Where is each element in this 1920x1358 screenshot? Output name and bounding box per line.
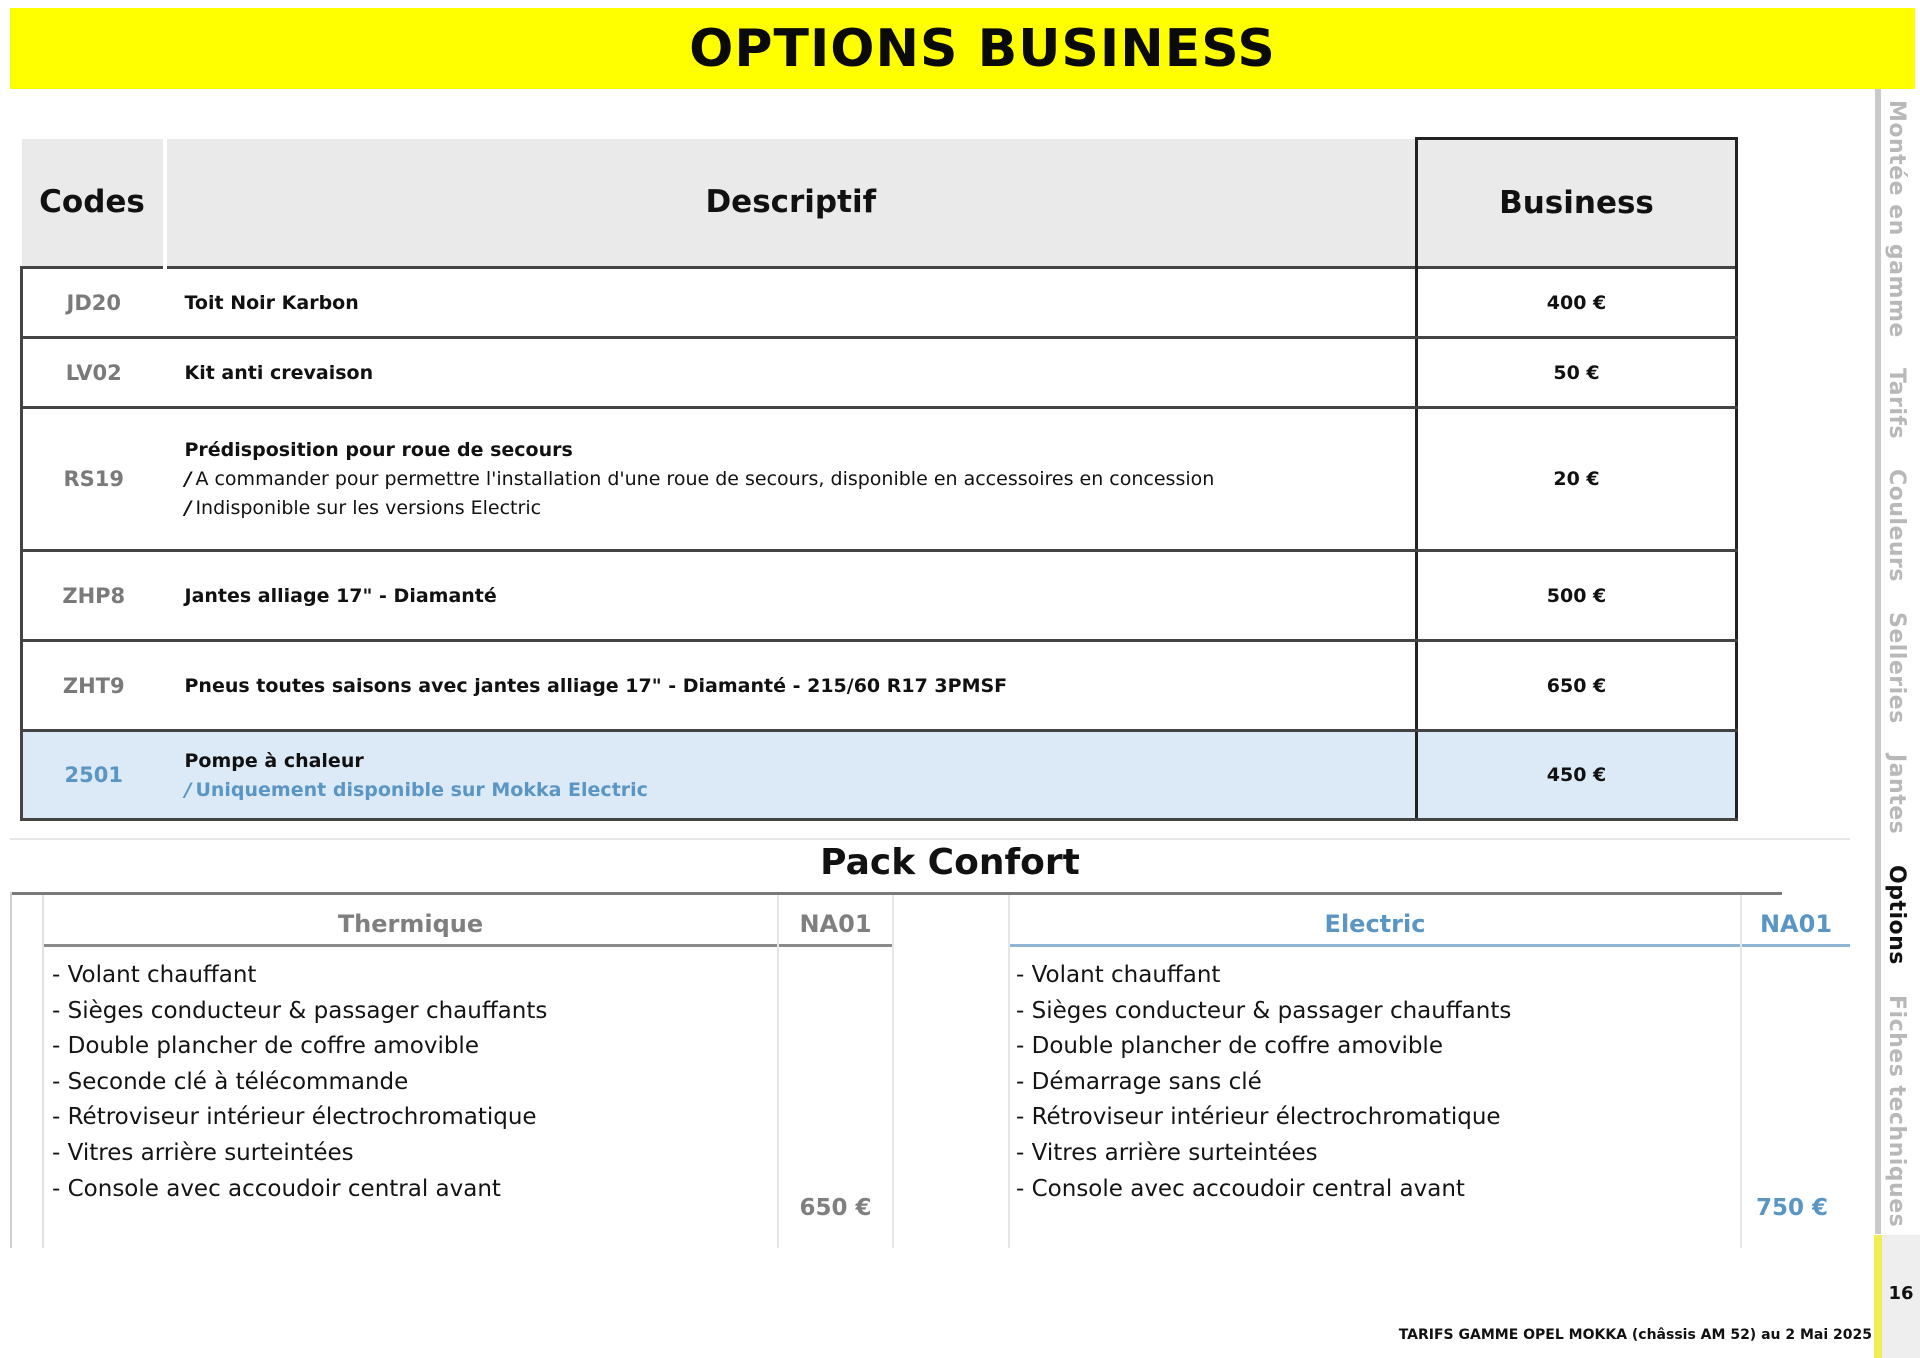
option-note: / Uniquement disponible sur Mokka Electric <box>184 778 648 801</box>
option-description <box>165 731 1417 820</box>
divider <box>10 838 1850 840</box>
list-item: - Sièges conducteur & passager chauffants <box>1016 997 1512 1024</box>
divider <box>1008 895 1010 1248</box>
side-nav-item-jantes[interactable]: Jantes <box>1884 754 1909 835</box>
column-header-codes: Codes <box>22 139 165 268</box>
option-price: 500 € <box>1417 551 1737 641</box>
option-code: RS19 <box>22 408 165 551</box>
footer-text: TARIFS GAMME OPEL MOKKA (châssis AM 52) au 2 Mai 2025 <box>1398 1327 1872 1343</box>
list-item: - Rétroviseur intérieur électrochromatique <box>52 1104 537 1131</box>
list-item: - Vitres arrière surteintées <box>1016 1139 1318 1166</box>
side-nav-item-selleries[interactable]: Selleries <box>1884 612 1909 725</box>
list-item: - Vitres arrière surteintées <box>52 1139 354 1166</box>
option-code: 2501 <box>22 731 165 820</box>
option-price: 400 € <box>1417 268 1737 338</box>
table-row <box>22 551 1737 641</box>
thermique-code: NA01 <box>799 910 872 938</box>
page-title: OPTIONS BUSINESS <box>689 18 1276 79</box>
divider <box>1010 944 1850 947</box>
divider <box>892 895 894 1248</box>
note-marker: / <box>184 468 192 490</box>
list-item: - Sièges conducteur & passager chauffants <box>52 997 548 1024</box>
list-item: - Volant chauffant <box>1016 962 1221 988</box>
side-nav-item-tarifs[interactable]: Tarifs <box>1884 367 1909 440</box>
option-title: Kit anti crevaison <box>184 361 374 384</box>
electric-header: Electric <box>1324 910 1426 938</box>
divider <box>42 895 44 1248</box>
side-nav-item-montee-en-gamme[interactable]: Montée en gamme <box>1884 100 1909 338</box>
list-item: - Rétroviseur intérieur électrochromatique <box>1016 1104 1501 1131</box>
page-number: 16 <box>1882 1235 1920 1358</box>
list-item: - Double plancher de coffre amovible <box>52 1033 479 1060</box>
list-item: - Console avec accoudoir central avant <box>1016 1175 1465 1202</box>
option-note: / Indisponible sur les versions Electric <box>184 497 542 519</box>
pack-title: Pack Confort <box>820 842 1080 883</box>
side-nav <box>1884 100 1918 1235</box>
divider <box>10 892 12 1248</box>
thermique-features-list <box>52 958 547 1207</box>
title-banner <box>10 8 1915 89</box>
option-description <box>165 338 1417 408</box>
option-title: Jantes alliage 17" - Diamanté <box>184 584 497 607</box>
option-description <box>165 641 1417 731</box>
table-row <box>22 641 1737 731</box>
option-price: 450 € <box>1417 731 1737 820</box>
electric-price: 750 € <box>1755 1195 1829 1221</box>
option-title: Toit Noir Karbon <box>184 291 359 314</box>
option-code: LV02 <box>22 338 165 408</box>
option-description <box>165 408 1417 551</box>
table-row <box>22 408 1737 551</box>
option-code: JD20 <box>22 268 165 338</box>
list-item: - Double plancher de coffre amovible <box>1016 1033 1443 1060</box>
table-row <box>22 268 1737 338</box>
electric-code: NA01 <box>1759 910 1833 938</box>
list-item: - Seconde clé à télécommande <box>52 1068 409 1095</box>
divider <box>10 892 1782 895</box>
divider <box>44 944 892 947</box>
option-description <box>165 268 1417 338</box>
note-marker: / <box>184 497 192 519</box>
page-number-accent <box>1874 1235 1882 1358</box>
options-table-header <box>22 139 1737 268</box>
thermique-header: Thermique <box>337 910 484 938</box>
option-code: ZHT9 <box>22 641 165 731</box>
thermique-price: 650 € <box>799 1195 872 1221</box>
list-item: - Console avec accoudoir central avant <box>52 1175 501 1202</box>
option-description <box>165 551 1417 641</box>
option-price: 50 € <box>1417 338 1737 408</box>
side-nav-strip <box>1875 89 1881 1234</box>
table-row-highlighted <box>22 731 1737 820</box>
options-table <box>20 137 1738 821</box>
option-title: Pneus toutes saisons avec jantes alliage 17" - Diamanté - 215/60 R17 3PMSF <box>184 674 1008 697</box>
option-price: 650 € <box>1417 641 1737 731</box>
option-note: / A commander pour permettre l'installation d'une roue de secours, disponible en accessoires en concession <box>184 468 1215 490</box>
note-marker: / <box>184 778 192 801</box>
column-header-descriptif: Descriptif <box>165 139 1417 268</box>
list-item: - Volant chauffant <box>52 962 257 988</box>
electric-features-list <box>1016 958 1511 1207</box>
column-header-business: Business <box>1417 139 1737 268</box>
side-nav-item-options[interactable]: Options <box>1884 864 1909 965</box>
option-title: Prédisposition pour roue de secours <box>184 439 573 461</box>
table-row <box>22 338 1737 408</box>
side-nav-item-couleurs[interactable]: Couleurs <box>1884 469 1909 583</box>
option-title: Pompe à chaleur <box>184 749 364 772</box>
page-number-tab <box>1874 1235 1920 1358</box>
side-nav-item-fiches-techniques[interactable]: Fiches techniques <box>1884 994 1909 1227</box>
option-price: 20 € <box>1417 408 1737 551</box>
list-item: - Démarrage sans clé <box>1016 1068 1262 1095</box>
option-code: ZHP8 <box>22 551 165 641</box>
